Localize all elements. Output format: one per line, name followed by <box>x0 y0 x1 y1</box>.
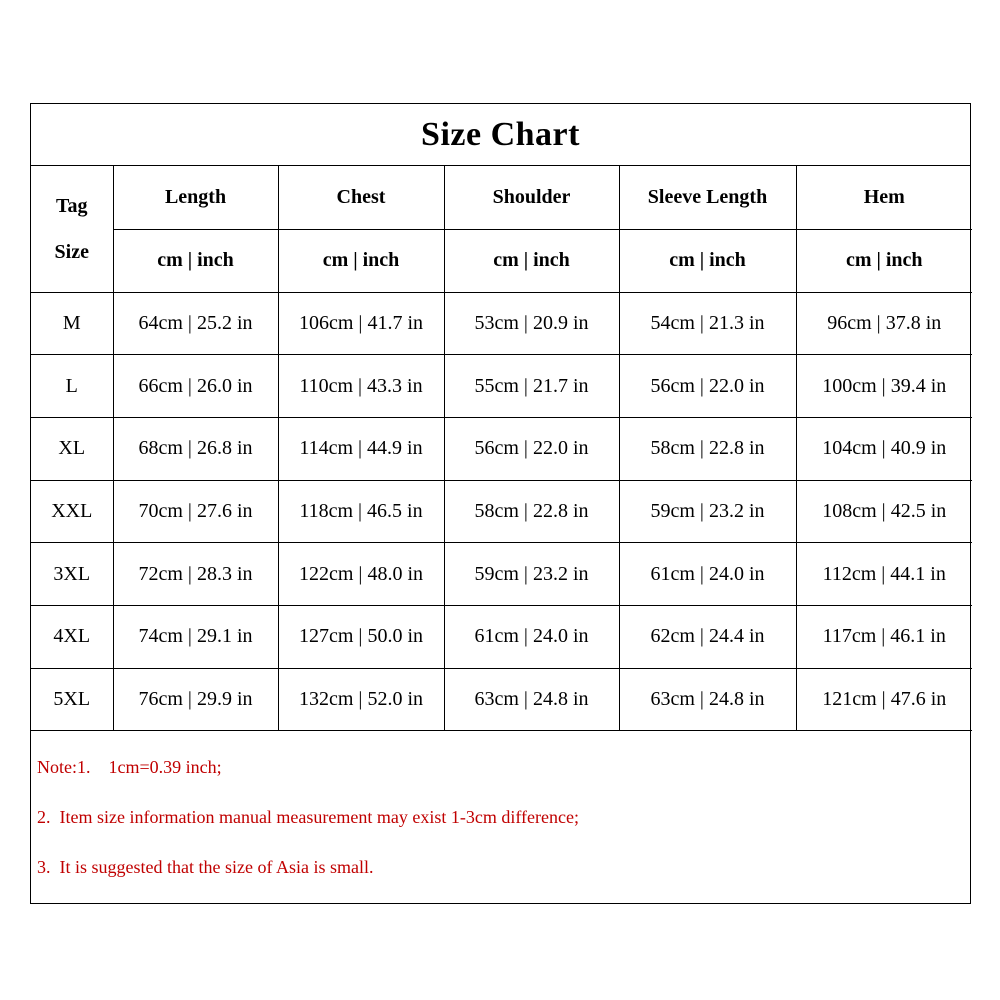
measurement-cell: 56cm | 22.0 in <box>619 355 796 418</box>
measurement-cell: 100cm | 39.4 in <box>796 355 972 418</box>
unit-header: cm | inch <box>619 229 796 292</box>
column-header-shoulder: Shoulder <box>444 166 619 229</box>
measurement-cell: 59cm | 23.2 in <box>619 480 796 543</box>
unit-header: cm | inch <box>444 229 619 292</box>
table-row <box>31 480 972 543</box>
measurement-cell: 63cm | 24.8 in <box>619 668 796 731</box>
size-label: XL <box>31 417 113 480</box>
measurement-cell: 61cm | 24.0 in <box>444 605 619 668</box>
measurement-cell: 64cm | 25.2 in <box>113 292 278 355</box>
measurement-cell: 112cm | 44.1 in <box>796 543 972 606</box>
size-table <box>31 166 972 731</box>
size-chart <box>30 103 971 904</box>
header-row-units <box>31 229 972 292</box>
measurement-cell: 58cm | 22.8 in <box>619 417 796 480</box>
note-line: Note:1. 1cm=0.39 inch; <box>37 757 222 778</box>
size-label: M <box>31 292 113 355</box>
unit-header: cm | inch <box>796 229 972 292</box>
chart-title: Size Chart <box>421 115 580 153</box>
measurement-cell: 53cm | 20.9 in <box>444 292 619 355</box>
measurement-cell: 68cm | 26.8 in <box>113 417 278 480</box>
measurement-cell: 70cm | 27.6 in <box>113 480 278 543</box>
measurement-cell: 56cm | 22.0 in <box>444 417 619 480</box>
measurement-cell: 72cm | 28.3 in <box>113 543 278 606</box>
measurement-cell: 118cm | 46.5 in <box>278 480 444 543</box>
measurement-cell: 74cm | 29.1 in <box>113 605 278 668</box>
column-header-hem: Hem <box>796 166 972 229</box>
measurement-cell: 55cm | 21.7 in <box>444 355 619 418</box>
measurement-cell: 59cm | 23.2 in <box>444 543 619 606</box>
measurement-cell: 96cm | 37.8 in <box>796 292 972 355</box>
measurement-cell: 114cm | 44.9 in <box>278 417 444 480</box>
measurement-cell: 58cm | 22.8 in <box>444 480 619 543</box>
table-row <box>31 543 972 606</box>
measurement-cell: 61cm | 24.0 in <box>619 543 796 606</box>
measurement-cell: 66cm | 26.0 in <box>113 355 278 418</box>
size-label: 5XL <box>31 668 113 731</box>
unit-header: cm | inch <box>278 229 444 292</box>
tag-header-line2: Size <box>54 240 89 263</box>
tag-header-line1: Tag <box>55 194 88 217</box>
measurement-cell: 62cm | 24.4 in <box>619 605 796 668</box>
size-label: 4XL <box>31 605 113 668</box>
measurement-cell: 117cm | 46.1 in <box>796 605 972 668</box>
measurement-cell: 127cm | 50.0 in <box>278 605 444 668</box>
unit-header: cm | inch <box>113 229 278 292</box>
size-label: 3XL <box>31 543 113 606</box>
table-row <box>31 417 972 480</box>
measurement-cell: 106cm | 41.7 in <box>278 292 444 355</box>
column-header-chest: Chest <box>278 166 444 229</box>
note-line: 2. Item size information manual measurement may exist 1-3cm difference; <box>37 807 579 828</box>
table-row <box>31 355 972 418</box>
title-bar <box>31 104 970 166</box>
measurement-cell: 104cm | 40.9 in <box>796 417 972 480</box>
measurement-cell: 76cm | 29.9 in <box>113 668 278 731</box>
measurement-cell: 122cm | 48.0 in <box>278 543 444 606</box>
measurement-cell: 110cm | 43.3 in <box>278 355 444 418</box>
note-line: 3. It is suggested that the size of Asia is small. <box>37 857 374 878</box>
size-label: L <box>31 355 113 418</box>
notes <box>31 731 970 891</box>
header-row-labels <box>31 166 972 229</box>
size-label: XXL <box>31 480 113 543</box>
measurement-cell: 132cm | 52.0 in <box>278 668 444 731</box>
column-header-length: Length <box>113 166 278 229</box>
measurement-cell: 54cm | 21.3 in <box>619 292 796 355</box>
measurement-cell: 108cm | 42.5 in <box>796 480 972 543</box>
measurement-cell: 63cm | 24.8 in <box>444 668 619 731</box>
measurement-cell: 121cm | 47.6 in <box>796 668 972 731</box>
tag-size-header <box>31 166 113 292</box>
column-header-sleeve-length: Sleeve Length <box>619 166 796 229</box>
table-row <box>31 668 972 731</box>
table-row <box>31 292 972 355</box>
table-row <box>31 605 972 668</box>
